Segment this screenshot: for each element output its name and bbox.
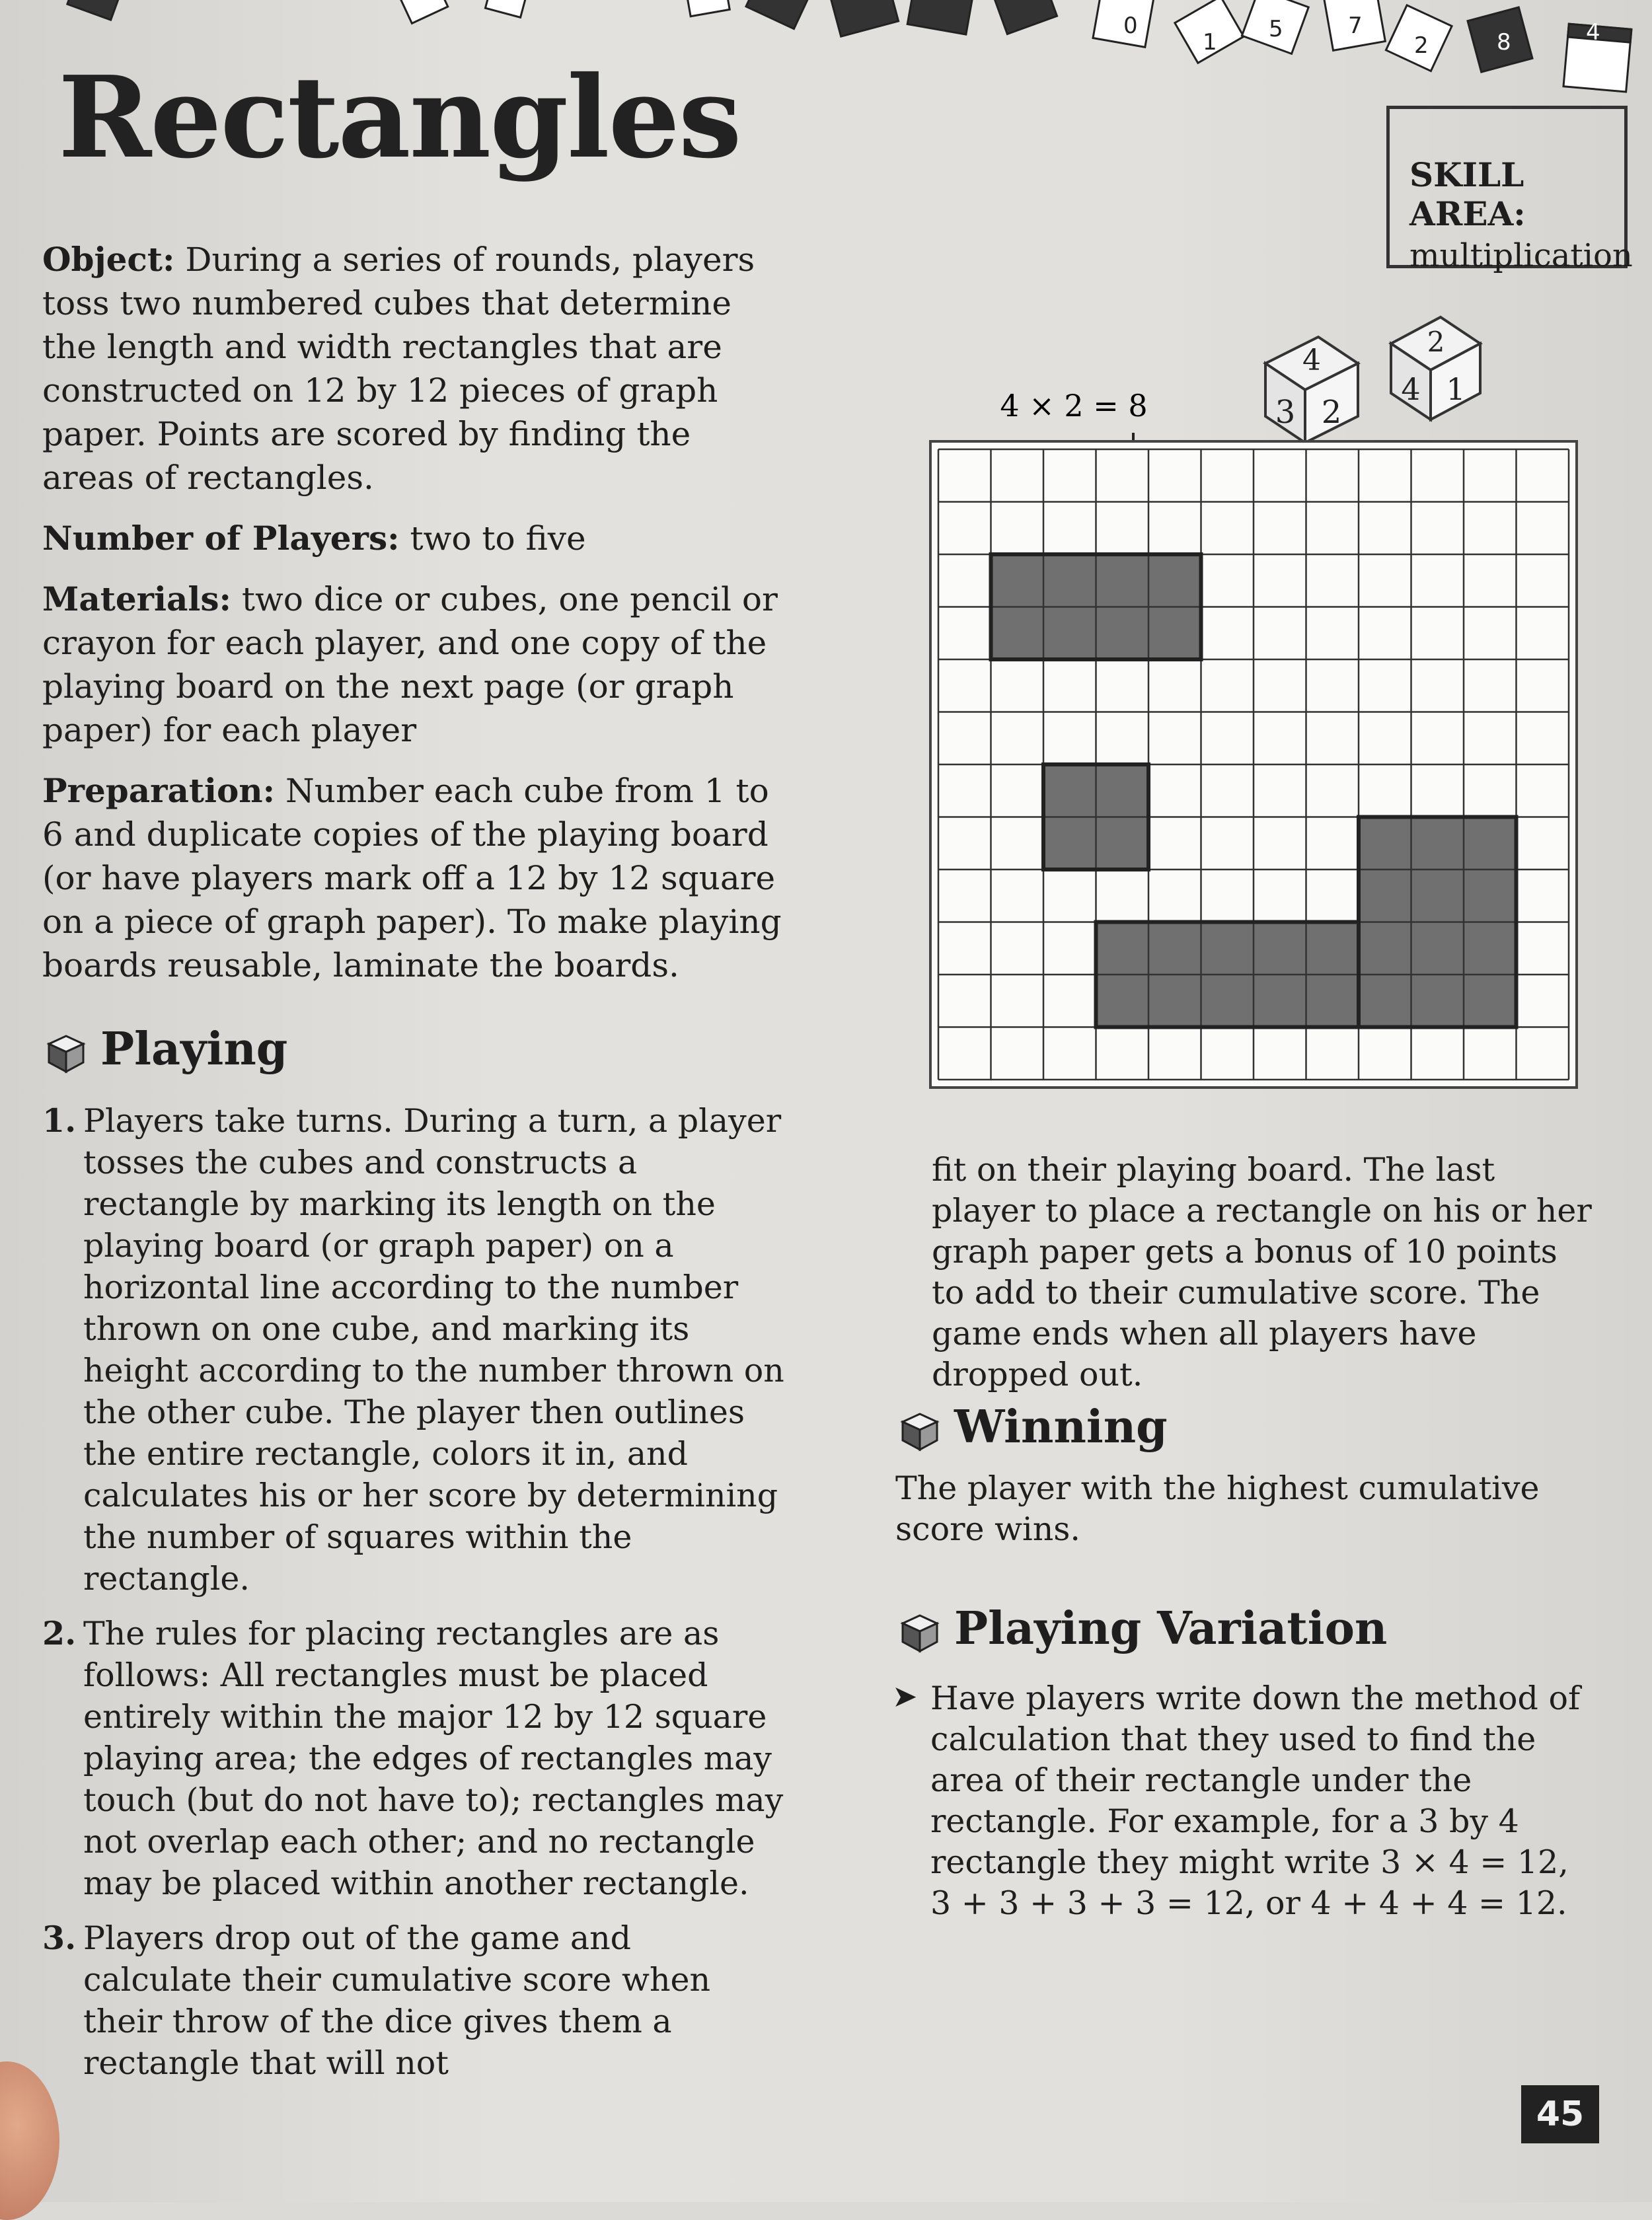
variation-heading <box>899 1602 1387 1655</box>
object-paragraph <box>42 238 789 500</box>
page-title: Rectangles <box>58 52 741 184</box>
materials-text: two dice or cubes, one pencil or crayon for each player, and one copy of the playing board on the next page (or graph paper) for each player <box>42 580 778 749</box>
winning-text: The player with the highest cumulative score wins. <box>895 1469 1540 1548</box>
preparation-paragraph <box>42 769 789 987</box>
skill-area-label: SKILL AREA: <box>1409 155 1526 233</box>
list-item <box>42 1100 789 1600</box>
playing-heading <box>45 1023 287 1076</box>
materials-label: Materials: <box>42 579 231 618</box>
intro-section <box>42 238 789 1004</box>
playing-grid <box>930 441 1577 1088</box>
die-b-right: 1 <box>1446 371 1466 407</box>
skill-area-box <box>1386 106 1633 274</box>
list-item-text: Players take turns. During a turn, a player tosses the cubes and constructs a rectangle by marking its length on the playing board (or graph paper) on a horizontal line according to the number thrown on one cube, and marking its height according to the number thrown on the other cube. The player then outlines the entire rectangle, colors it in, and calculates his or her score by determining the number of squares within the rectangle. <box>83 1102 784 1598</box>
arrow-bullet-icon: ➤ <box>892 1678 918 1714</box>
variation-item <box>892 1678 1593 1924</box>
page-number: 45 <box>1521 2085 1599 2143</box>
playing-rules-list <box>42 1100 789 2097</box>
variation-text: Have players write down the method of calculation that they used to find the area of their rectangle under the rectangle. For example, for a 3 by 4 rectangle they might write 3 × 4 = 12, 3 + 3 + 3 + 3 = 12, or 4 + 4 + 4 = 12. <box>930 1680 1581 1922</box>
skill-area-value: multiplication <box>1409 237 1633 274</box>
object-text: During a series of rounds, players toss two numbered cubes that determine the length and width rectangles that are constructed on 12 by 12 pieces of graph paper. Points are scored by finding the areas of rectangles. <box>42 240 755 497</box>
list-item <box>42 1917 789 2084</box>
winning-heading <box>899 1401 1168 1454</box>
cube-icon <box>45 1032 87 1074</box>
header-die-label: 1 <box>1203 29 1217 56</box>
example-figure <box>922 311 1583 1113</box>
list-item-number: 2. <box>42 1614 77 1652</box>
header-die-label: 5 <box>1269 16 1283 42</box>
header-die-label: 2 <box>1414 32 1429 59</box>
playing-heading-text: Playing <box>100 1023 288 1076</box>
players-text: two to five <box>410 519 586 558</box>
list-item <box>42 1613 789 1904</box>
winning-heading-text: Winning <box>954 1401 1168 1454</box>
rule-3-continuation: fit on their playing board. The last player to place a rectangle on his or her graph paper gets a bonus of 10 points to add to their cumulative score. The game ends when all players have dropped out. <box>932 1151 1592 1393</box>
die-a-top: 4 <box>1302 344 1321 377</box>
die-b-icon <box>1391 317 1480 420</box>
preparation-text: Number each cube from 1 to 6 and duplicate copies of the playing board (or have players mark off a 12 by 12 square on a piece of graph paper). To make playing boards reusable, laminate the boards. <box>42 772 782 984</box>
header-die-label: 4 <box>1586 19 1600 46</box>
preparation-label: Preparation: <box>42 771 276 810</box>
cube-icon <box>899 1410 941 1452</box>
die-a-left: 3 <box>1275 394 1296 431</box>
die-b-top: 2 <box>1427 326 1445 358</box>
header-die-label: 0 <box>1123 13 1138 39</box>
header-die-label: 8 <box>1497 29 1511 56</box>
object-label: Object: <box>42 240 175 279</box>
variation-heading-text: Playing Variation <box>954 1602 1388 1655</box>
header-die-label: 7 <box>1348 13 1363 39</box>
list-item-number: 1. <box>42 1101 77 1140</box>
die-b-left: 4 <box>1401 371 1421 407</box>
equation-label: 4 × 2 = 8 <box>1000 388 1148 424</box>
cube-icon <box>899 1611 941 1654</box>
list-item-text: Players drop out of the game and calculate their cumulative score when their throw of the dice gives them a rectangle that will not <box>83 1919 711 2082</box>
players-label: Number of Players: <box>42 519 400 558</box>
example-board-diagram <box>922 311 1583 1110</box>
players-paragraph <box>42 517 789 560</box>
list-item-number: 3. <box>42 1919 77 1957</box>
die-a-icon <box>1265 337 1358 443</box>
die-a-right: 2 <box>1321 394 1342 431</box>
list-item-text: The rules for placing rectangles are as follows: All rectangles must be placed entirely within the major 12 by 12 square playing area; the edges of rectangles may touch (but do not have to); rectangles may not overlap each other; and no rectangle may be placed within another rectangle. <box>83 1615 784 1902</box>
materials-paragraph <box>42 577 789 752</box>
